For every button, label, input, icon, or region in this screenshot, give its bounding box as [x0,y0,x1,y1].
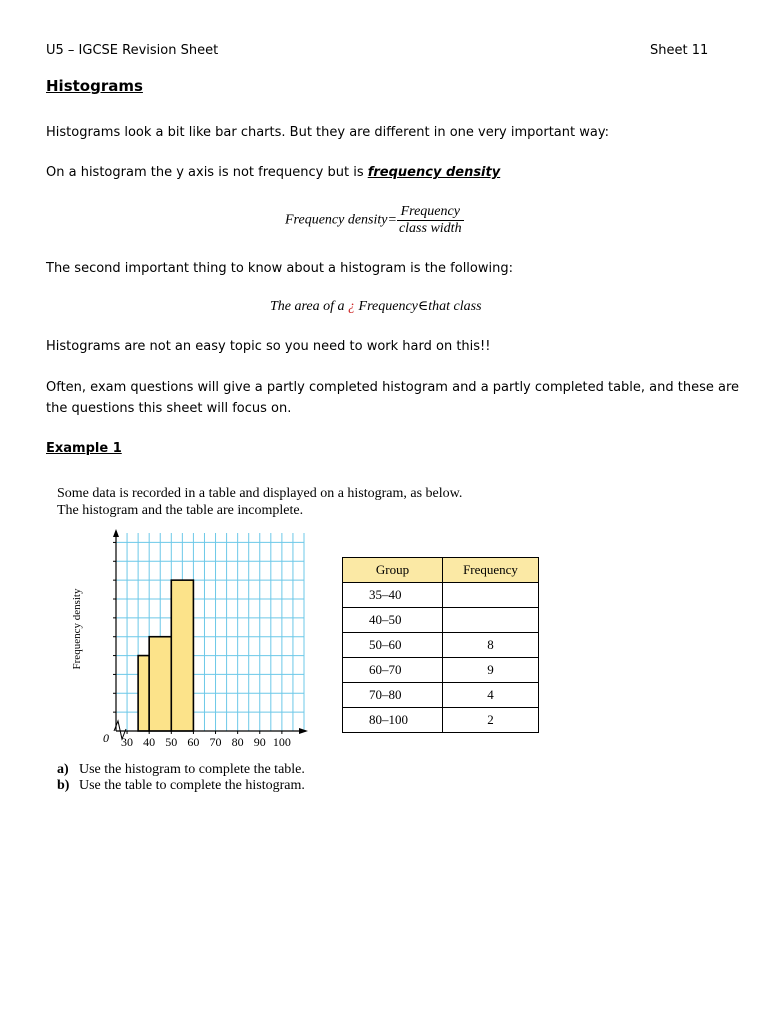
y-axis-label: Frequency density [71,588,83,670]
example-label: Example 1 [46,441,122,456]
frequency-cell [443,608,539,633]
histogram-bars [138,580,193,731]
header-left: U5 – IGCSE Revision Sheet [46,43,219,58]
frequency-cell: 4 [443,683,539,708]
frequency-density-term: frequency density [367,165,501,180]
frequency-cell: 9 [443,658,539,683]
area-formula-part1: The area of a [270,299,349,314]
area-formula-part3: that class [428,299,482,314]
formula-numerator: Frequency [397,204,464,221]
intro-paragraph-2 [46,165,500,180]
intro-paragraph-2-text: On a histogram the y axis is not frequency but is [46,165,368,180]
paragraph-4: Histograms are not an easy topic so you need to work hard on this!! [46,339,491,354]
histogram-bar [149,637,171,731]
table-row [343,708,539,733]
group-cell: 70–80 [343,683,443,708]
frequency-cell: 8 [443,633,539,658]
sub-question-a-text: Use the histogram to complete the table. [79,762,305,777]
paragraph-5-line-2: the questions this sheet will focus on. [46,401,292,416]
x-tick-label: 40 [143,735,156,749]
table-header-group: Group [343,558,443,583]
header-right: Sheet 11 [650,43,709,58]
paragraph-3: The second important thing to know about a histogram is the following: [46,261,513,276]
area-formula [270,298,482,315]
origin-label: 0 [103,731,109,745]
formula-equals: = [387,212,397,228]
group-cell: 60–70 [343,658,443,683]
paragraph-5-line-1: Often, exam questions will give a partly completed histogram and a partly completed table, and these are [46,380,740,395]
histogram-bar [138,656,149,731]
table-row [343,683,539,708]
question-line-2: The histogram and the table are incomplete. [57,503,304,518]
table-row [343,633,539,658]
table-row [343,608,539,633]
x-tick-label: 50 [165,735,178,749]
table-row [343,658,539,683]
page-title: Histograms [46,77,143,95]
x-tick-label: 70 [209,735,222,749]
x-tick-label: 90 [253,735,266,749]
group-cell: 35–40 [343,583,443,608]
group-cell: 40–50 [343,608,443,633]
frequency-cell [443,583,539,608]
area-formula-in: ∈ [417,299,429,314]
sub-question-a-label: a) [57,762,69,777]
x-tick-label: 100 [272,735,291,749]
frequency-cell: 2 [443,708,539,733]
table-header-row [343,558,539,583]
sub-question-a [57,762,305,778]
frequency-density-formula [285,204,464,237]
group-cell: 80–100 [343,708,443,733]
question-line-1: Some data is recorded in a table and displayed on a histogram, as below. [57,486,463,501]
y-axis-arrow [113,529,119,537]
formula-lhs: Frequency density [285,212,388,228]
area-formula-part2: Frequency [355,299,418,314]
sub-question-b-label: b) [57,778,70,793]
group-cell: 50–60 [343,633,443,658]
formula-denominator: class width [398,221,462,236]
x-tick-label: 60 [187,735,200,749]
sub-question-b [57,778,305,794]
sub-question-b-text: Use the table to complete the histogram. [79,778,305,793]
frequency-table [342,557,539,733]
histogram-chart [60,525,320,760]
table-header-frequency: Frequency [443,558,539,583]
x-tick-label: 80 [231,735,244,749]
area-formula-glyph: ¿ [348,299,356,314]
x-tick-label: 30 [121,735,134,749]
intro-paragraph-1: Histograms look a bit like bar charts. But they are different in one very important way: [46,125,609,140]
table-row [343,583,539,608]
x-tick-labels [121,735,291,749]
formula-fraction [397,204,464,237]
histogram-bar [171,580,193,731]
